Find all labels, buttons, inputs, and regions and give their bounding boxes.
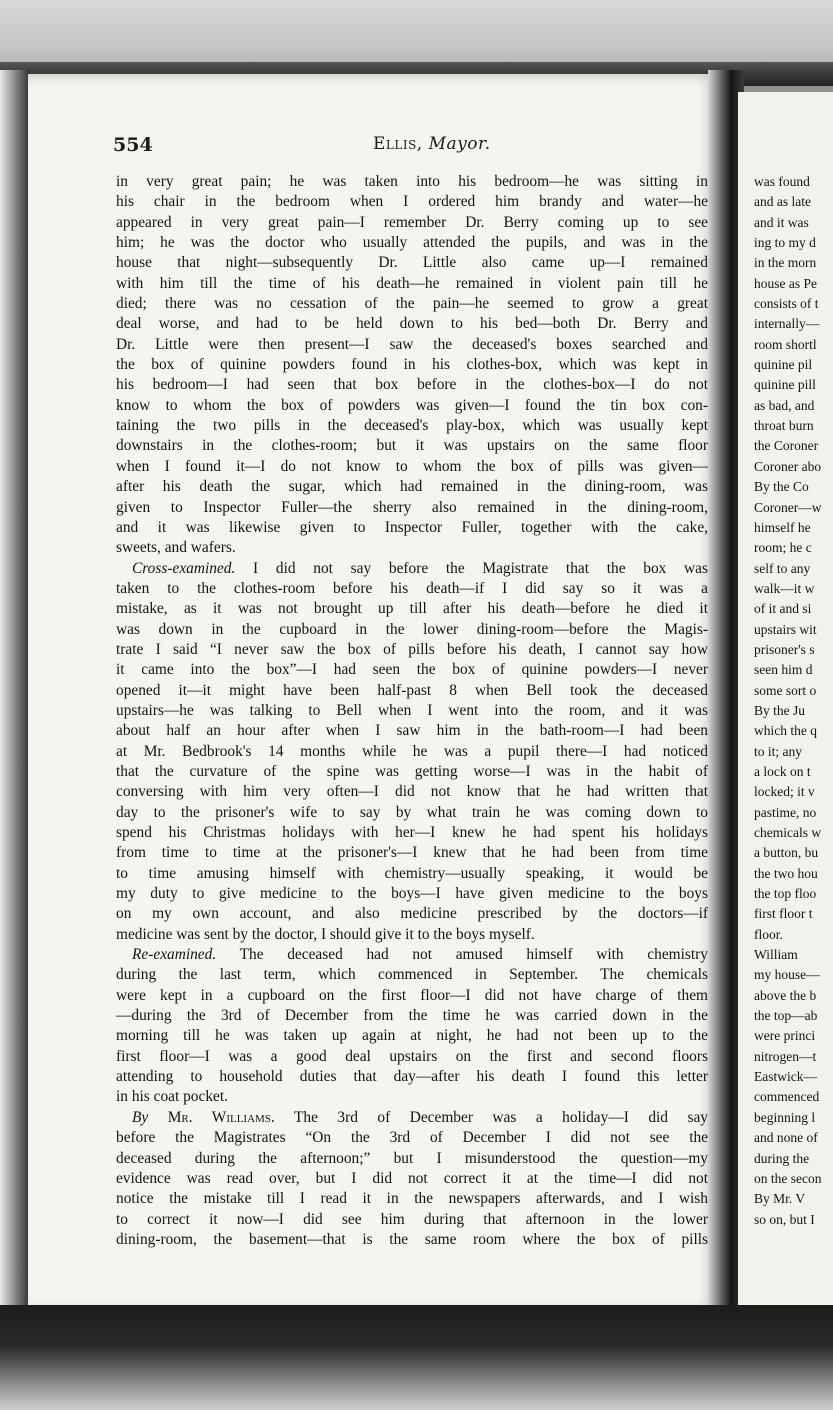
text-line — [116, 904, 708, 924]
line-text: the box of quinine powders found in his clothes-box, which was kept in — [116, 356, 708, 374]
text-line — [116, 457, 708, 477]
right-text-line: quinine pill — [754, 377, 816, 393]
text-line — [116, 355, 708, 375]
right-text-line: so on, but I — [754, 1211, 815, 1227]
line-text: to time amusing himself with chemistry—usually speaking, it would be — [116, 864, 708, 882]
line-text: in his coat pocket. — [116, 1088, 228, 1106]
speaker-by: By — [132, 1108, 149, 1126]
text-line — [116, 1189, 708, 1209]
right-text-line: By the Ju — [754, 702, 806, 718]
text-line — [116, 599, 708, 619]
line-text: was down in the cupboard in the lower dining-room—before the Magis- — [116, 620, 708, 638]
line-text: day to the prisoner's wife to say by what train he was coming down to — [116, 803, 708, 821]
right-text-line: floor. — [754, 926, 783, 942]
line-text: it came into the box”—I had seen the box of quinine powders—I never — [116, 661, 708, 679]
text-line — [116, 1006, 708, 1026]
text-line — [116, 1047, 708, 1067]
line-text: taining the two pills in the deceased's play-box, which was usually kept — [116, 417, 708, 435]
line-text: conversing with him very often—I did not know that he had written that — [116, 783, 708, 801]
text-line — [116, 884, 708, 904]
right-text-line: a lock on t — [754, 763, 811, 779]
right-text-line: nitrogen—t — [754, 1048, 817, 1064]
text-line — [116, 335, 708, 355]
line-text: when I found it—I do not know to whom the box of pills was given— — [116, 457, 708, 475]
text-line — [116, 477, 708, 497]
line-text: deal worse, and had to be held down to his bed—both Dr. Berry and — [116, 315, 708, 333]
text-line — [116, 416, 708, 436]
right-text-line: in the morn — [754, 255, 817, 271]
text-line — [116, 681, 708, 701]
speaker-lead: Cross-examined. — [132, 559, 236, 577]
right-text-line: pastime, no — [754, 804, 817, 820]
line-text: attending to household duties that day—after his death I found this letter — [116, 1068, 708, 1086]
right-text-line: walk—it w — [754, 580, 815, 596]
line-text: after his death the sugar, which had remained in the dining-room, was — [116, 478, 708, 496]
line-text: appeared in very great pain—I remember Dr. Berry coming up to see — [116, 213, 708, 231]
running-head-name: Ellis, — [373, 134, 423, 154]
line-text: upstairs—he was talking to Bell when I went into the room, and it was — [116, 701, 708, 719]
text-line — [116, 945, 708, 965]
text-line — [116, 172, 708, 192]
text-line — [116, 1108, 708, 1128]
text-line — [116, 965, 708, 985]
right-text-line: house as Pe — [754, 275, 817, 291]
line-text: and it was likewise given to Inspector Fuller, together with the cake, — [116, 518, 708, 536]
right-text-line: beginning l — [754, 1109, 816, 1125]
right-text-line: a button, bu — [754, 845, 819, 861]
text-line — [116, 721, 708, 741]
line-text: trate I said “I never saw the box of pills before his death, I cannot say how — [116, 640, 708, 658]
line-text: died; there was no cessation of the pain—he seemed to grow a great — [116, 295, 708, 313]
line-text: know to whom the box of powders was given—I found the tin box con- — [116, 396, 708, 414]
book-left-edge — [0, 70, 30, 1320]
text-line — [116, 1230, 708, 1250]
line-text: on my own account, and also medicine prescribed by the doctors—if — [116, 905, 708, 923]
text-line — [116, 538, 708, 558]
page-number: 554 — [113, 134, 153, 156]
right-text-line: ing to my d — [754, 235, 816, 251]
line-text: before the Magistrates “On the 3rd of December I did not see the — [116, 1129, 708, 1147]
text-line — [116, 925, 708, 945]
speaker-lead: Re-examined. — [132, 946, 217, 964]
text-line — [116, 253, 708, 273]
line-text: medicine was sent by the doctor, I should give it to the boys myself. — [116, 925, 535, 943]
right-text-line: room shortl — [754, 336, 817, 352]
right-text-line: and as late — [754, 194, 811, 210]
right-text-line: the top floo — [754, 886, 817, 902]
text-line — [116, 1169, 708, 1189]
right-text-line: first floor t — [754, 906, 813, 922]
line-text: from time to time at the prisoner's—I knew that he had been from time — [116, 844, 708, 862]
right-text-line: the Coroner — [754, 438, 819, 454]
line-text: opened it—it might have been half-past 8 when Bell took the deceased — [116, 681, 708, 699]
line-text: him; he was the doctor who usually attended the pupils, and was in the — [116, 234, 708, 252]
line-text: evidence was read over, but I did not correct it at the time—I did not — [116, 1169, 708, 1187]
line-text: to correct it now—I did see him during that afternoon in the lower — [116, 1210, 708, 1228]
text-line — [116, 518, 708, 538]
line-text: dining-room, the basement—that is the same room where the box of pills — [116, 1230, 708, 1248]
right-text-line: By the Co — [754, 479, 809, 495]
right-text-line: chemicals w — [754, 825, 822, 840]
text-line — [116, 396, 708, 416]
right-text-line: self to any — [754, 560, 811, 576]
line-text: his chair in the bedroom when I ordered him brandy and water—he — [116, 193, 708, 211]
text-line — [116, 294, 708, 314]
text-line — [116, 192, 708, 212]
text-line — [116, 864, 708, 884]
line-text: taken to the clothes-room before his death—if I did say so it was a — [116, 579, 708, 597]
right-text-line: during the — [754, 1150, 810, 1166]
right-text-line: internally— — [754, 316, 820, 332]
line-text: in very great pain; he was taken into his bedroom—he was sitting in — [116, 173, 708, 190]
text-line — [116, 701, 708, 721]
text-line — [116, 436, 708, 456]
right-text-line: my house— — [754, 967, 820, 983]
body-text — [116, 172, 708, 1250]
line-text: were kept in a cupboard on the first floor—I did not have charge of them — [116, 986, 708, 1004]
line-text: The deceased had not amused himself with chemistry — [239, 946, 708, 964]
line-text: morning till he was taken up again at night, he had not been up to the — [116, 1027, 708, 1045]
page-header — [113, 134, 713, 164]
text-line — [116, 843, 708, 863]
line-text: given to Inspector Fuller—the sherry also remained in the dining-room, — [116, 498, 708, 516]
text-line — [116, 498, 708, 518]
right-text-line: were princi — [754, 1028, 816, 1044]
text-line — [116, 660, 708, 680]
text-line — [116, 579, 708, 599]
line-text: —during the 3rd of December from the time he was carried down in the — [116, 1007, 708, 1025]
line-text: downstairs in the clothes-room; but it was upstairs on the same floor — [116, 437, 708, 455]
line-text: during the last term, which commenced in September. The chemicals — [116, 966, 708, 984]
line-text: at Mr. Bedbrook's 14 months while he was a pupil there—I had noticed — [116, 742, 708, 760]
text-line — [116, 1026, 708, 1046]
right-text-line: upstairs wit — [754, 621, 817, 637]
line-text: sweets, and wafers. — [116, 539, 236, 557]
running-head-role: Mayor. — [428, 134, 491, 154]
right-text-line: Coroner abo — [754, 458, 822, 474]
left-page — [28, 74, 720, 1312]
right-text-line: on the secon — [754, 1170, 822, 1186]
text-line — [116, 274, 708, 294]
text-line — [116, 375, 708, 395]
line-text: first floor—I was a good deal upstairs on the first and second floors — [116, 1047, 708, 1065]
right-text-line: the two hou — [754, 865, 818, 881]
right-text-line: prisoner's s — [754, 641, 815, 657]
line-text: spend his Christmas holidays with her—I knew he had spent his holidays — [116, 824, 708, 841]
right-text-line: as bad, and — [754, 397, 815, 413]
right-text-line: some sort o — [754, 682, 817, 698]
right-text-line: locked; it v — [754, 784, 815, 800]
right-text-line: quinine pil — [754, 357, 813, 373]
scan-background-bottom — [0, 1305, 833, 1410]
text-line — [116, 1087, 708, 1107]
line-text: his bedroom—I had seen that box before in the clothes-box—I do not — [116, 376, 708, 394]
right-text-line: himself he — [754, 519, 811, 535]
right-text-line: commenced — [754, 1089, 820, 1105]
text-line — [116, 213, 708, 233]
text-line — [116, 640, 708, 660]
text-line — [116, 1210, 708, 1230]
line-text: I did not say before the Magistrate that the box was — [253, 559, 708, 577]
right-text-line: of it and si — [754, 601, 812, 617]
right-text-line: seen him d — [754, 662, 813, 678]
line-text: mistake, as it was not brought up till after his death—before he died it — [116, 600, 708, 618]
right-text-line: room; he c — [754, 540, 812, 556]
line-text: Dr. Little were then present—I saw the deceased's boxes searched and — [116, 335, 708, 353]
text-line — [116, 986, 708, 1006]
right-text-line: Eastwick— — [754, 1069, 817, 1085]
text-line — [116, 233, 708, 253]
right-page — [738, 92, 833, 1312]
right-text-line: throat burn — [754, 418, 814, 434]
text-line — [116, 823, 708, 843]
line-text: notice the mistake till I read it in the newspapers afterwards, and I wish — [116, 1190, 708, 1208]
text-line — [116, 782, 708, 802]
line-text: house that night—subsequently Dr. Little also came up—I remained — [116, 254, 708, 272]
right-text-line: and none of — [754, 1130, 818, 1146]
text-line — [116, 803, 708, 823]
right-text-line: was found — [754, 174, 810, 189]
text-line — [116, 762, 708, 782]
line-text: The 3rd of December was a holiday—I did say — [294, 1108, 708, 1126]
right-page-text — [754, 172, 833, 1230]
text-line — [116, 1149, 708, 1169]
right-text-line: the top—ab — [754, 1008, 818, 1024]
text-line — [116, 1067, 708, 1087]
text-line — [116, 742, 708, 762]
right-text-line: William — [754, 947, 798, 963]
right-text-line: Coroner—w — [754, 499, 822, 515]
text-line — [116, 314, 708, 334]
speaker-name: Mr. Williams. — [167, 1108, 275, 1126]
line-text: deceased during the afternoon;” but I misunderstood the question—my — [116, 1149, 708, 1167]
line-text: that the curvature of the spine was getting worse—I was in the habit of — [116, 762, 708, 780]
line-text: my duty to give medicine to the boys—I have given medicine to the boys — [116, 885, 708, 903]
text-line — [116, 559, 708, 579]
text-line — [116, 620, 708, 640]
right-text-line: above the b — [754, 987, 817, 1003]
line-text: with him till the time of his death—he remained in violent pain till he — [116, 274, 708, 292]
right-text-line: and it was — [754, 214, 809, 230]
right-text-line: By Mr. V — [754, 1191, 806, 1207]
line-text: about half an hour after when I saw him in the bath-room—I had been — [116, 722, 708, 740]
running-head — [373, 134, 491, 154]
text-line — [116, 1128, 708, 1148]
right-text-line: consists of t — [754, 296, 819, 312]
right-text-line: which the q — [754, 723, 817, 739]
right-text-line: to it; any — [754, 743, 802, 759]
